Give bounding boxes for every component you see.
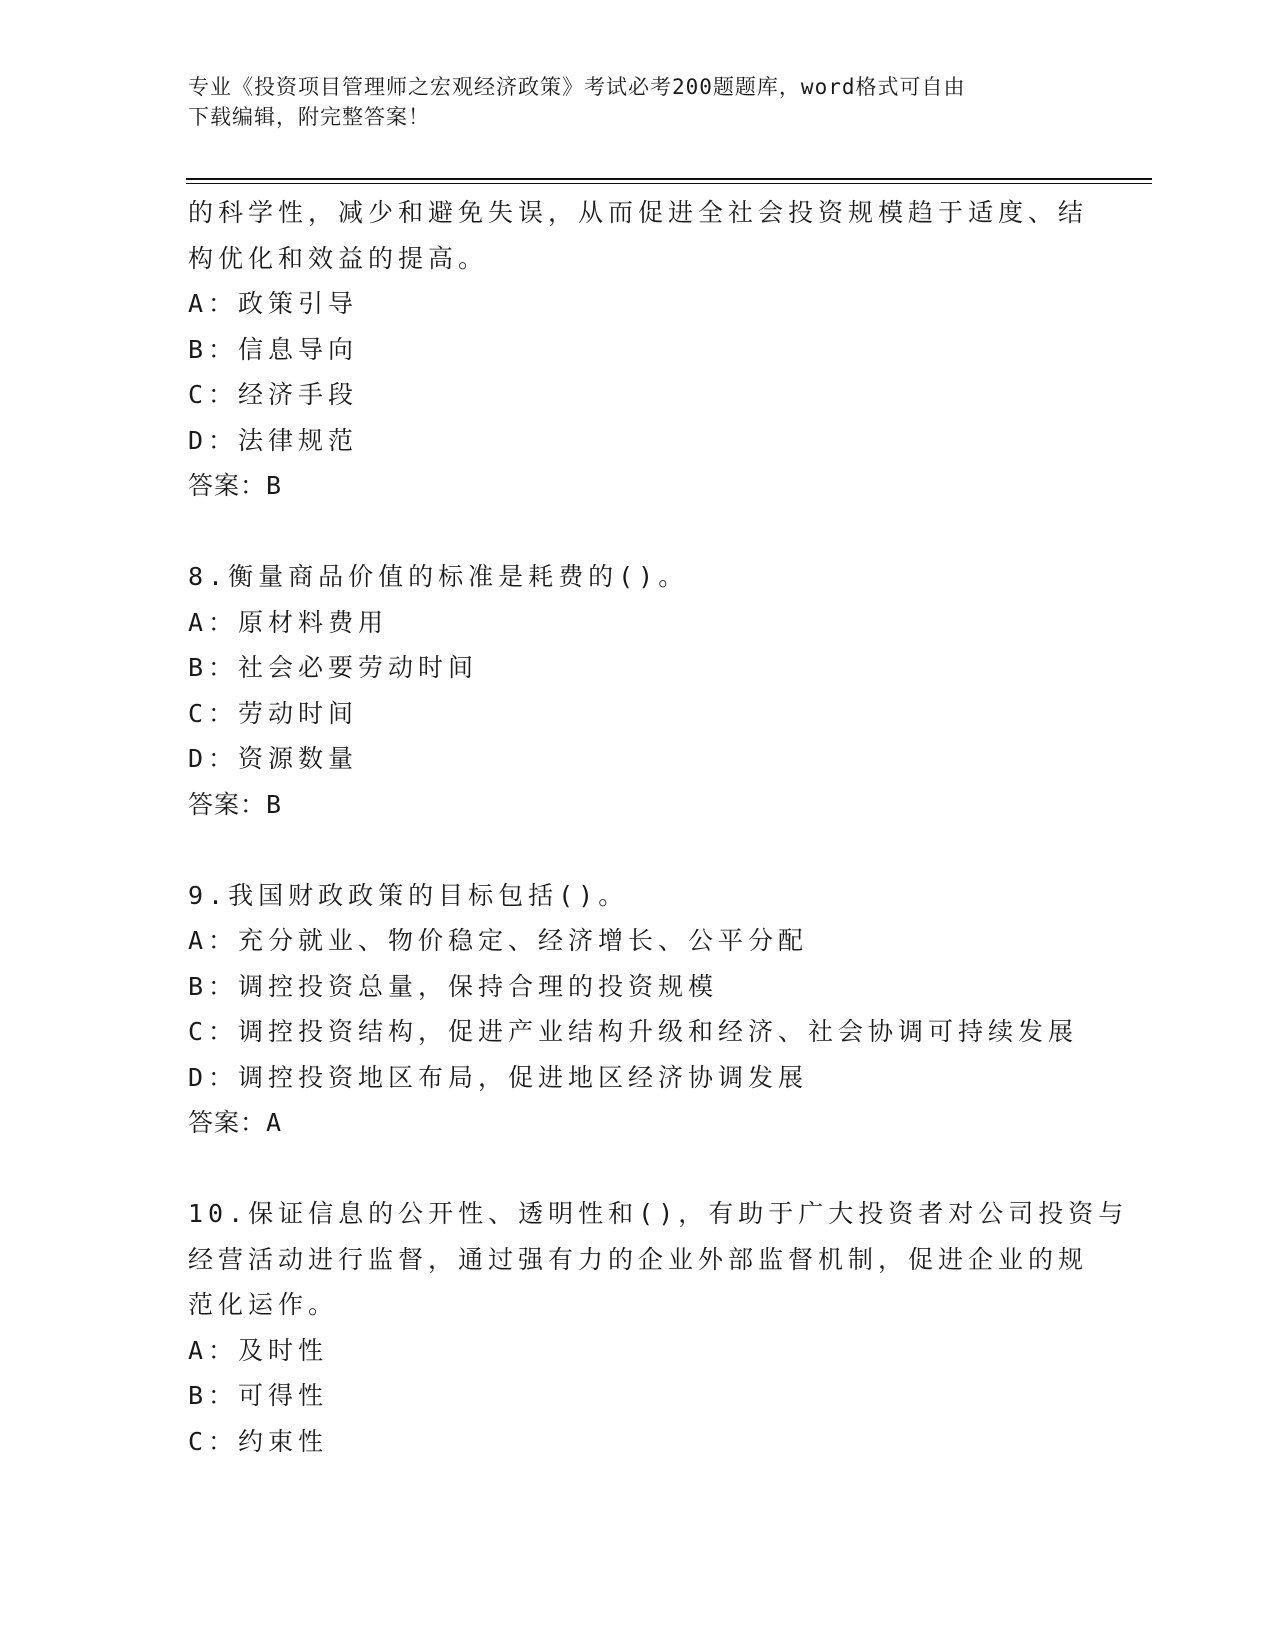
option-b: B：调控投资总量，保持合理的投资规模: [188, 971, 719, 1001]
option-d: D：法律规范: [188, 425, 359, 455]
option-d: D：资源数量: [188, 744, 359, 773]
option-b: B：社会必要劳动时间: [188, 653, 479, 682]
header-rule-thin: [186, 183, 1152, 184]
header-rule-thick: [186, 178, 1152, 180]
question-text-line: 的科学性，减少和避免失误，从而促进全社会投资规模趋于适度、结: [188, 198, 1089, 227]
answer-line: 答案：B: [188, 789, 283, 819]
header-line-1: 专业《投资项目管理师之宏观经济政策》考试必考200题题库，word格式可自由: [188, 75, 966, 99]
spacer: [188, 509, 1088, 555]
question-text-line: 经营活动进行监督，通过强有力的企业外部监督机制，促进企业的规: [188, 1244, 1089, 1274]
question-10: [188, 1191, 1129, 1464]
page-header: [188, 72, 1068, 132]
option-d: D：调控投资地区布局，促进地区经济协调发展: [188, 1062, 809, 1092]
question-text-line: 10.保证信息的公开性、透明性和()，有助于广大投资者对公司投资与: [188, 1199, 1129, 1228]
option-b: B：信息导向: [188, 334, 359, 364]
option-b: B：可得性: [188, 1381, 329, 1410]
question-text-line: 范化运作。: [188, 1290, 339, 1319]
spacer: [188, 827, 1088, 873]
question-text-line: 构优化和效益的提高。: [188, 243, 489, 273]
question-text-line: 9.我国财政政策的目标包括()。: [188, 880, 629, 910]
option-a: A：充分就业、物价稳定、经济增长、公平分配: [188, 926, 809, 955]
question-9: [188, 873, 1088, 1146]
option-c: C：调控投资结构，促进产业结构升级和经济、社会协调可持续发展: [188, 1017, 1079, 1046]
answer-line: 答案：B: [188, 471, 283, 500]
option-c: C：经济手段: [188, 380, 359, 409]
question-7-fragment: [188, 190, 1088, 509]
option-c: C：约束性: [188, 1426, 329, 1456]
question-8: [188, 554, 1088, 827]
spacer: [188, 1146, 1088, 1192]
document-body: [188, 190, 1129, 1464]
option-a: A：原材料费用: [188, 607, 389, 637]
question-text-line: 8.衡量商品价值的标准是耗费的()。: [188, 562, 689, 591]
option-a: A：及时性: [188, 1335, 329, 1365]
answer-line: 答案：A: [188, 1108, 283, 1137]
header-line-2: 下载编辑，附完整答案！: [188, 105, 430, 129]
option-a: A：政策引导: [188, 289, 359, 318]
option-c: C：劳动时间: [188, 698, 359, 728]
